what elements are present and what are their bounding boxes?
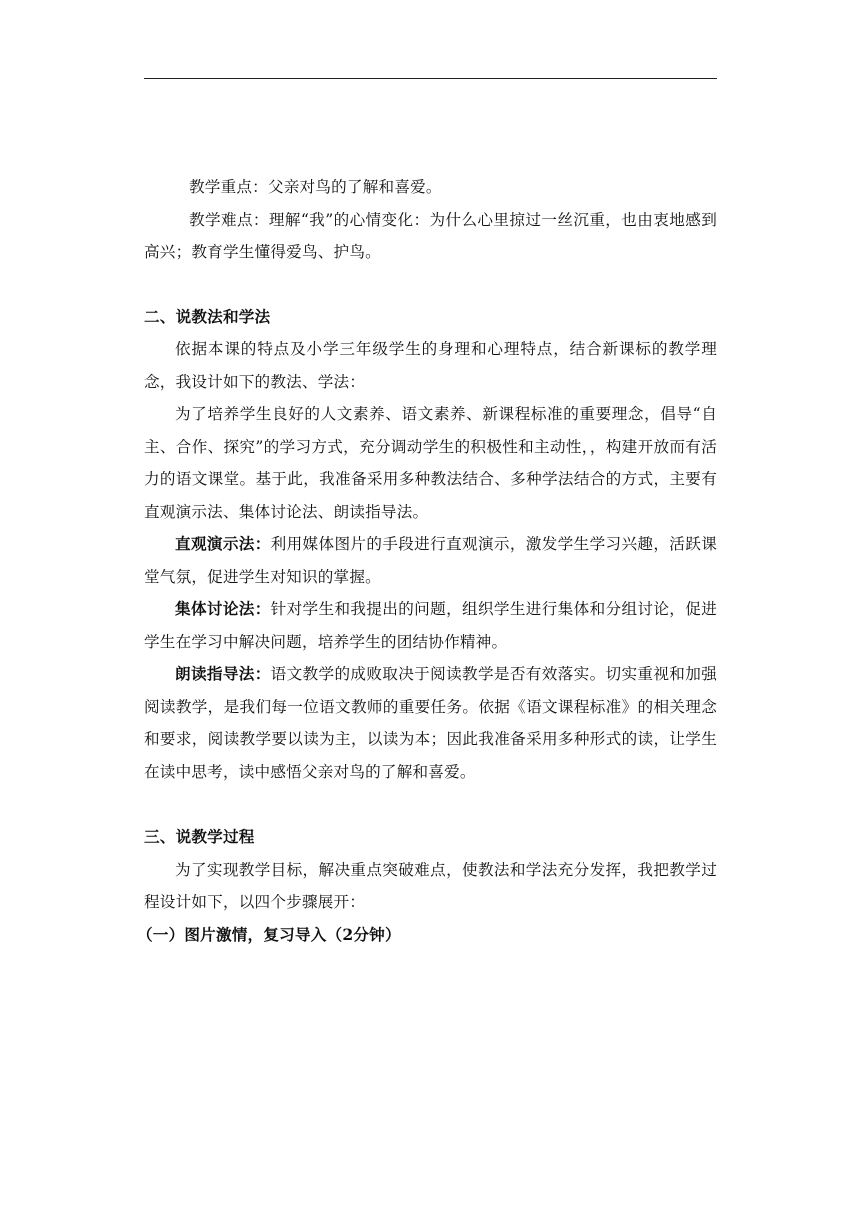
method-reading — [144, 658, 717, 788]
method-discussion-label: 集体讨论法： — [175, 599, 271, 618]
method-discussion-text: 针对学生和我提出的问题，组织学生进行集体和分组讨论，促进学生在学习中解决问题，培养学生的团结协作精神。 — [144, 600, 717, 651]
teaching-focus: 教学重点：父亲对鸟的了解和喜爱。 — [189, 178, 442, 196]
section-2-paragraph-1: 依据本课的特点及小学三年级学生的身理和心理特点，结合新课标的教学理念，我设计如下的教法、学法： — [144, 340, 717, 391]
method-reading-label: 朗读指导法： — [175, 664, 271, 683]
teaching-difficulty: 教学难点：理解“我”的心情变化：为什么心里掠过一丝沉重，也由衷地感到高兴；教育学生懂得爱鸟、护鸟。 — [144, 210, 717, 261]
section-3-heading: 三、说教学过程 — [144, 827, 255, 846]
method-demonstration-text: 利用媒体图片的手段进行直观演示，激发学生学习兴趣，活跃课堂气氛，促进学生对知识的掌握。 — [144, 535, 717, 586]
method-demonstration-label: 直观演示法： — [175, 534, 271, 553]
section-2-heading: 二、说教法和学法 — [144, 306, 271, 326]
header-rule — [144, 78, 717, 79]
method-demonstration — [144, 528, 717, 593]
document-body — [137, 171, 717, 951]
method-discussion — [144, 593, 717, 658]
section-2-paragraph-2: 为了培养学生良好的人文素养、语文素养、新课程标准的重要理念，倡导“自主、合作、探究”的学习方式，充分调动学生的积极性和主动性，，构建开放而有活力的语文课堂。基于此，我准备采用多种教法结合、多种学法结合的方式，主要有直观演示法、集体讨论法、朗读指导法。 — [144, 405, 717, 521]
section-3-paragraph-1: 为了实现教学目标，解决重点突破难点，使教法和学法充分发挥，我把教学过程设计如下，以四个步骤展开： — [144, 860, 717, 911]
method-reading-text: 语文教学的成败取决于阅读教学是否有效落实。切实重视和加强阅读教学，是我们每一位语文教师的重要任务。依据《语文课程标准》的相关理念和要求，阅读教学要以读为主，以读为本；因此我准备采用多种形式的读，让学生在读中思考，读中感悟父亲对鸟的了解和喜爱。 — [144, 665, 717, 781]
step-1-heading: （一）图片激情，复习导入（2分钟） — [137, 924, 401, 944]
